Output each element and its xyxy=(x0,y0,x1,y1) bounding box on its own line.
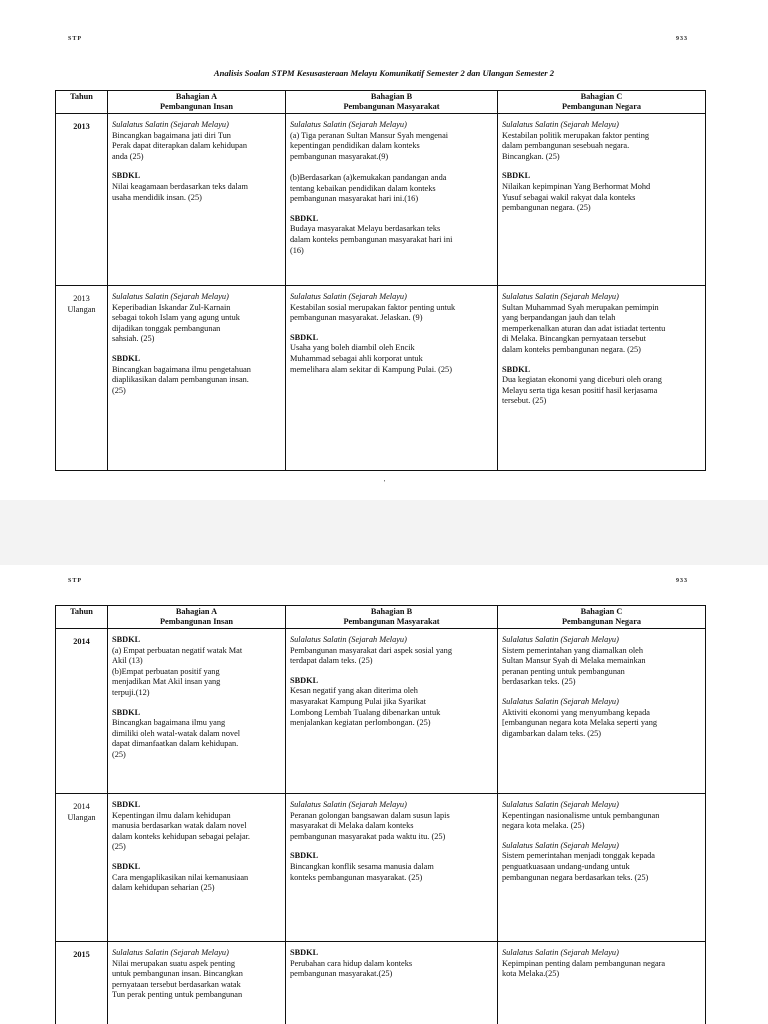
header-b-line1: Bahagian B xyxy=(370,607,413,616)
bahagian-a-cell xyxy=(108,942,286,1024)
question-text: Pembangunan masyarakat dari aspek sosial yang terdapat dalam teks. (25) xyxy=(290,645,452,666)
bahagian-c-cell xyxy=(498,286,706,471)
bahagian-b-cell xyxy=(286,942,498,1024)
text-source-label: Sulalatus Salatin (Sejarah Melayu) xyxy=(502,635,619,644)
question-block xyxy=(290,292,493,324)
question-block xyxy=(290,676,493,729)
question-text: Bincangkan bagaimana ilmu pengetahuan diaplikasikan dalam pembangunan insan. (25) xyxy=(112,364,251,395)
novel-label: SBDKL xyxy=(112,171,141,181)
question-text: Perubahan cara hidup dalam konteks pembangunan masyarakat.(25) xyxy=(290,958,413,979)
question-text: (a) Tiga peranan Sultan Mansur Syah mengenai kepentingan pendidikan dalam konteks pembangunan masyarakat.(9) (b)Berdasarkan (a)kemukakan pandangan anda tentang kebaikan pendidikan dalam konteks pembangunan masyarakat hari ini.(16) xyxy=(290,130,449,204)
header-tahun: Tahun xyxy=(56,606,108,629)
bahagian-b-cell xyxy=(286,114,498,286)
analysis-table-1 xyxy=(55,90,706,471)
page-title: Analisis Soalan STPM Kesusasteraan Melayu Komunikatif Semester 2 dan Ulangan Semester 2 xyxy=(213,68,555,78)
question-block xyxy=(502,292,701,356)
question-block xyxy=(502,800,701,832)
novel-label: SBDKL xyxy=(502,364,531,374)
document-page-1 xyxy=(0,0,768,500)
bahagian-c-cell xyxy=(498,629,706,794)
question-text: Nilai keagamaan berdasarkan teks dalam usaha mendidik insan. (25) xyxy=(112,181,248,202)
question-text: Bincangkan konflik sesama manusia dalam konteks pembangunan masyarakat. (25) xyxy=(290,861,434,882)
table-header-row xyxy=(56,91,706,114)
year-cell: 2014 Ulangan xyxy=(56,794,108,942)
text-source-label: Sulalatus Salatin (Sejarah Melayu) xyxy=(502,696,619,706)
year-cell: 2014 xyxy=(56,629,108,794)
question-block xyxy=(502,171,701,213)
header-c-line2: Pembangunan Negara xyxy=(561,617,642,626)
year-cell: 2013 Ulangan xyxy=(56,286,108,471)
novel-label: SBDKL xyxy=(112,800,141,809)
question-text: Kestabilan sosial merupakan faktor penting untuk pembangunan masyarakat. Jelaskan. (9) xyxy=(290,302,456,323)
header-a-line1: Bahagian A xyxy=(175,607,218,616)
novel-label: SBDKL xyxy=(112,861,141,871)
question-text: Sistem pemerintahan menjadi tonggak kepada penguatkuasaan undang-undang untuk pembangunan negara berdasarkan teks. (25) xyxy=(502,851,655,882)
text-source-label: Sulalatus Salatin (Sejarah Melayu) xyxy=(290,120,407,129)
novel-label: SBDKL xyxy=(112,635,141,644)
table-row xyxy=(56,629,706,794)
text-source-label: Sulalatus Salatin (Sejarah Melayu) xyxy=(502,948,619,957)
table-row xyxy=(56,286,706,471)
header-c-line1: Bahagian C xyxy=(580,92,623,101)
question-text: Nilai merupakan suatu aspek penting untuk pembangunan insan. Bincangkan pernyataan tersebut berdasarkan watak Tun perak penting untuk pembangunan xyxy=(112,958,243,1000)
question-text: Sistem pemerintahan yang diamalkan oleh Sultan Mansur Syah di Melaka memainkan peranan penting untuk pembangunan berdasarkan teks. (25) xyxy=(502,645,646,687)
bahagian-b-cell xyxy=(286,286,498,471)
question-block xyxy=(502,697,701,739)
text-source-label: Sulalatus Salatin (Sejarah Melayu) xyxy=(112,948,229,957)
header-bahagian-b xyxy=(286,606,498,629)
question-block xyxy=(112,800,281,853)
question-block xyxy=(502,948,701,980)
question-text: Bincangkan bagaimana jati diri Tun Perak dapat diterapkan dalam kehidupan anda (25) xyxy=(112,130,248,161)
question-block xyxy=(290,333,493,375)
question-block xyxy=(112,292,281,345)
table-body-2 xyxy=(56,629,706,1024)
question-text: Nilaikan kepimpinan Yang Berhormat Mohd Yusuf sebagai wakil rakyat dala konteks pembangunan negara. (25) xyxy=(502,181,651,213)
novel-label: SBDKL xyxy=(290,851,319,861)
text-source-label: Sulalatus Salatin (Sejarah Melayu) xyxy=(502,292,619,301)
bahagian-a-cell xyxy=(108,286,286,471)
question-block xyxy=(112,948,281,1001)
question-text: Peranan golongan bangsawan dalam susun lapis masyarakat di Melaka dalam konteks pembangunan masyarakat pada waktu itu. (25) xyxy=(290,810,450,841)
header-a-line2: Pembangunan Insan xyxy=(159,617,234,626)
page-mark: ' xyxy=(384,479,386,487)
text-source-label: Sulalatus Salatin (Sejarah Melayu) xyxy=(502,800,619,809)
question-block xyxy=(112,862,281,894)
novel-label: SBDKL xyxy=(290,948,319,957)
question-block xyxy=(502,120,701,162)
question-block xyxy=(112,171,281,203)
question-text: Usaha yang boleh diambil oleh Encik Muhammad sebagai ahli korporat untuk memelihara alam sekitar di Kampung Pulai. (25) xyxy=(290,343,452,374)
question-block xyxy=(502,635,701,688)
question-text: Keperibadian Iskandar Zul-Karnain sebagai tokoh Islam yang agung untuk dijadikan tonggak pembangunan sahsiah. (25) xyxy=(112,302,240,344)
question-text: Kepentingan ilmu dalam kehidupan manusia berdasarkan watak dalam novel dalam konteks kehidupan sebagai pelajar. (25) xyxy=(112,810,251,852)
question-text: (a) Empat perbuatan negatif watak Mat Akil (13) (b)Empat perbuatan positif yang menjadikan Mat Akil insan yang terpuji.(12) xyxy=(112,645,243,697)
page-header-right: 933 xyxy=(676,578,688,584)
question-block xyxy=(112,635,281,699)
bahagian-b-cell xyxy=(286,629,498,794)
header-b-line2: Pembangunan Masyarakat xyxy=(343,102,440,111)
question-text: Kepimpinan penting dalam pembangunan negara kota Melaka.(25) xyxy=(502,958,666,979)
question-text: Bincangkan bagaimana ilmu yang dimiliki oleh watal-watak dalam novel dapat dimanfaatkan dalam kehidupan. (25) xyxy=(112,718,241,759)
novel-label: SBDKL xyxy=(112,353,141,363)
header-a-line2: Pembangunan Insan xyxy=(159,102,234,111)
header-c-line1: Bahagian C xyxy=(580,607,623,616)
question-block xyxy=(112,354,281,396)
header-bahagian-c xyxy=(498,91,706,114)
novel-label: SBDKL xyxy=(290,675,319,685)
bahagian-a-cell xyxy=(108,794,286,942)
table-row xyxy=(56,942,706,1024)
question-block xyxy=(112,120,281,162)
header-bahagian-c xyxy=(498,606,706,629)
text-source-label: Sulalatus Salatin (Sejarah Melayu) xyxy=(290,635,407,644)
header-bahagian-a xyxy=(108,91,286,114)
bahagian-b-cell xyxy=(286,794,498,942)
text-source-label: Sulalatus Salatin (Sejarah Melayu) xyxy=(290,800,407,809)
question-block xyxy=(290,214,493,256)
header-tahun: Tahun xyxy=(56,91,108,114)
header-bahagian-a xyxy=(108,606,286,629)
question-block xyxy=(290,800,493,842)
page-header-left: STP xyxy=(68,578,83,584)
page-header-left: STP xyxy=(68,36,83,42)
question-block xyxy=(290,635,493,667)
bahagian-a-cell xyxy=(108,114,286,286)
novel-label: SBDKL xyxy=(502,171,531,181)
question-block xyxy=(112,708,281,761)
question-block xyxy=(290,120,493,205)
year-cell: 2015 xyxy=(56,942,108,1024)
header-a-line1: Bahagian A xyxy=(175,92,218,101)
question-text: Kestabilan politik merupakan faktor penting dalam pembangunan sesebuah negara. Bincangkan. (25) xyxy=(502,130,649,161)
question-block xyxy=(502,365,701,407)
question-text: Dua kegiatan ekonomi yang diceburi oleh orang Melayu serta tiga kesan positif hasil kerjasama tersebut. (25) xyxy=(502,375,662,406)
question-block xyxy=(290,948,493,980)
table-row xyxy=(56,794,706,942)
table-body-1 xyxy=(56,114,706,471)
header-bahagian-b xyxy=(286,91,498,114)
question-text: Kepentingan nasionalisme untuk pembangunan negara kota melaka. (25) xyxy=(502,810,660,831)
question-text: Aktiviti ekonomi yang menyumbang kepada [embangunan negara kota Melaka seperti yang digambarkan dalam teks. (25) xyxy=(502,707,658,738)
novel-label: SBDKL xyxy=(290,332,319,342)
text-source-label: Sulalatus Salatin (Sejarah Melayu) xyxy=(112,292,229,301)
text-source-label: Sulalatus Salatin (Sejarah Melayu) xyxy=(502,840,619,850)
bahagian-c-cell xyxy=(498,114,706,286)
bahagian-a-cell xyxy=(108,629,286,794)
text-source-label: Sulalatus Salatin (Sejarah Melayu) xyxy=(290,292,407,301)
bahagian-c-cell xyxy=(498,942,706,1024)
question-text: Cara mengaplikasikan nilai kemanusiaan dalam kehidupan seharian (25) xyxy=(112,872,249,893)
table-header-row xyxy=(56,606,706,629)
page-header-right: 933 xyxy=(676,36,688,42)
document-page-2 xyxy=(0,565,768,1024)
bahagian-c-cell xyxy=(498,794,706,942)
question-text: Sultan Muhammad Syah merupakan pemimpin yang berpandangan jauh dan telah memperkenalkan aturan dan adat istiadat tertentu di Melaka. Bincangkan pernyataan tersebut dalam konteks pembangunan negara. (25) xyxy=(502,302,666,354)
text-source-label: Sulalatus Salatin (Sejarah Melayu) xyxy=(112,120,229,129)
year-cell: 2013 xyxy=(56,114,108,286)
header-b-line2: Pembangunan Masyarakat xyxy=(343,617,440,626)
page-gap xyxy=(0,500,768,565)
novel-label: SBDKL xyxy=(112,707,141,717)
header-c-line2: Pembangunan Negara xyxy=(561,102,642,111)
question-block xyxy=(290,851,493,883)
question-block xyxy=(502,841,701,883)
analysis-table-2 xyxy=(55,605,706,1024)
text-source-label: Sulalatus Salatin (Sejarah Melayu) xyxy=(502,120,619,129)
question-text: Kesan negatif yang akan diterima oleh masyarakat Kampung Pulai jika Syarikat Lombong Lembah Tualang dibenarkan untuk menjalankan kegiatan perlombongan. (25) xyxy=(290,686,441,728)
question-text: Budaya masyarakat Melayu berdasarkan teks dalam konteks pembangunan masyarakat hari ini (16) xyxy=(290,224,453,255)
table-row xyxy=(56,114,706,286)
novel-label: SBDKL xyxy=(290,213,319,223)
header-b-line1: Bahagian B xyxy=(370,92,413,101)
